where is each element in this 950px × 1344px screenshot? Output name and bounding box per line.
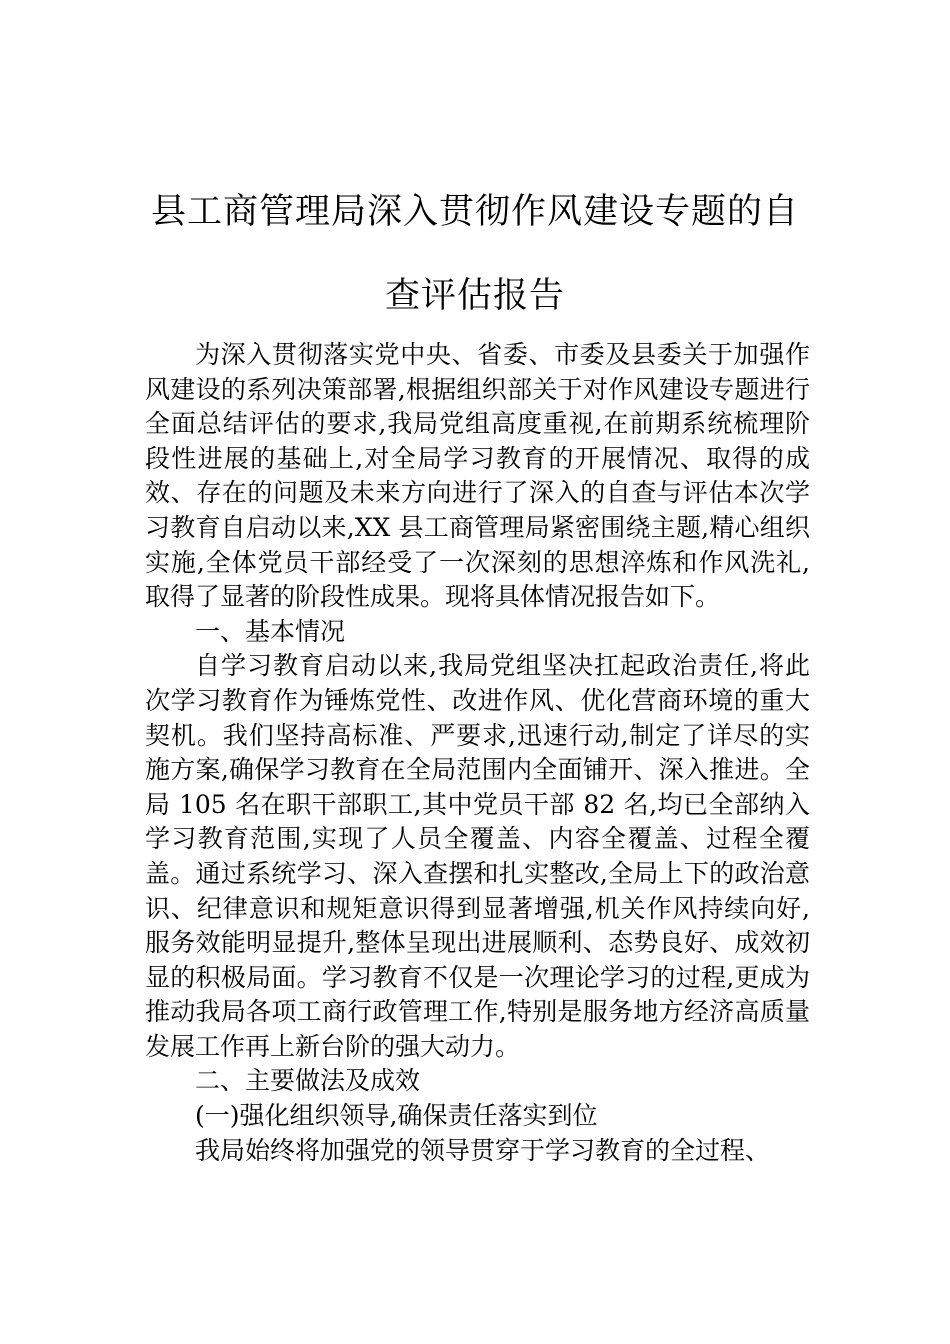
document-body: [145, 338, 810, 1168]
intro-paragraph: 为深入贯彻落实党中央、省委、市委及县委关于加强作风建设的系列决策部署,根据组织部关于对作风建设专题进行全面总结评估的要求,我局党组高度重视,在前期系统梳理阶段性进展的基础上,对全局学习教育的开展情况、取得的成效、存在的问题及未来方向进行了深入的自查与评估本次学习教育自启动以来,XX 县工商管理局紧密围绕主题,精心组织实施,全体党员干部经受了一次深刻的思想淬炼和作风洗礼,取得了显著的阶段性成果。现将具体情况报告如下。: [145, 340, 810, 612]
section-heading-main-practices: 二、主要做法及成效: [195, 1066, 421, 1096]
document-title: 县工商管理局深入贯彻作风建设专题的自查评估报告: [150, 192, 799, 316]
section-heading-basic-situation: 一、基本情况: [195, 616, 346, 646]
leadership-paragraph: 我局始终将加强党的领导贯穿于学习教育的全过程、: [195, 1135, 771, 1165]
subsection-heading-leadership: (一)强化组织领导,确保责任落实到位: [195, 1101, 598, 1131]
basic-situation-paragraph: 自学习教育启动以来,我局党组坚决扛起政治责任,将此次学习教育作为锤炼党性、改进作风、优化营商环境的重大契机。我们坚持高标准、严要求,迅速行动,制定了详尽的实施方案,确保学习教育在全局范围内全面铺开、深入推进。全局 105 名在职干部职工,其中党员干部 82 名,均已全部纳入学习教育范围,实现了人员全覆盖、内容全覆盖、过程全覆盖。通过系统学习、深入查摆和扎实整改,全局上下的政治意识、纪律意识和规矩意识得到显著增强,机关作风持续向好,服务效能明显提升,整体呈现出进展顺利、态势良好、成效初显的积极局面。学习教育不仅是一次理论学习的过程,更成为推动我局各项工商行政管理工作,特别是服务地方经济高质量发展工作再上新台阶的强大动力。: [145, 651, 810, 1061]
